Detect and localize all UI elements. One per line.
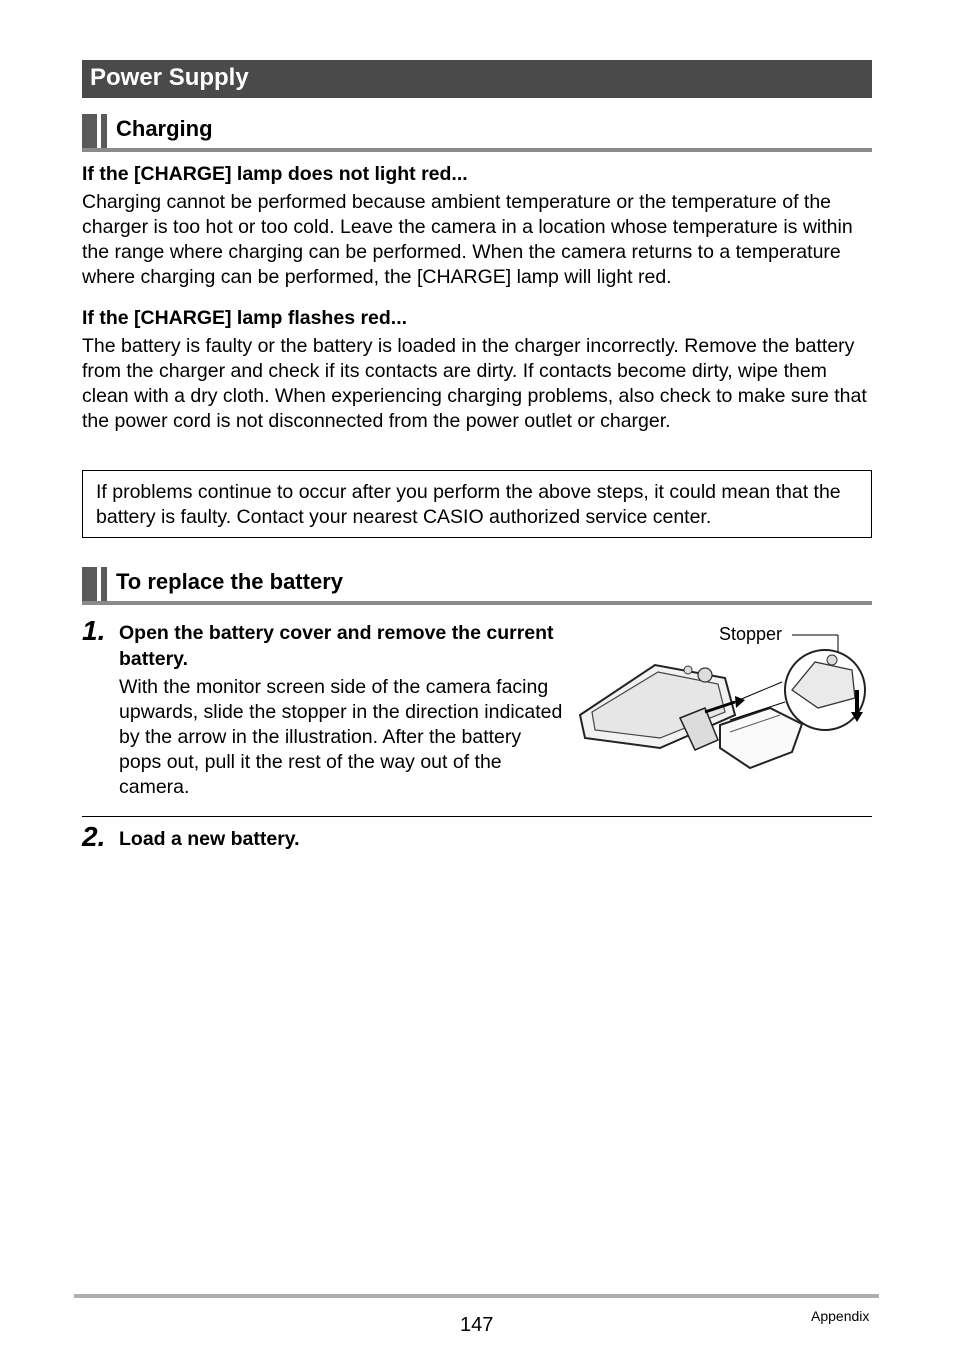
step-2-number: 2. [82, 821, 106, 852]
heading-marker [101, 114, 107, 148]
footer-label: Appendix [811, 1308, 870, 1324]
stopper-label: Stopper [719, 624, 783, 644]
replace-heading-text: To replace the battery [116, 569, 343, 594]
charging-heading [82, 114, 872, 152]
charging-heading-text: Charging [116, 116, 213, 141]
heading-marker [82, 114, 97, 148]
section-title: Power Supply [90, 64, 249, 91]
no-light-title: If the [CHARGE] lamp does not light red... [82, 163, 468, 185]
note-box [82, 470, 872, 538]
section-title-bar [82, 60, 872, 98]
battery-illustration [570, 620, 870, 785]
heading-marker [82, 567, 97, 601]
heading-rule [82, 601, 872, 605]
step-1-text: With the monitor screen side of the camera facing upwards, slide the stopper in the direction indicated by the arrow in the illustration. After the battery pops out, pull it the rest of the way out of the camera. [119, 676, 563, 798]
heading-rule [82, 148, 872, 152]
note-text: If problems continue to occur after you perform the above steps, it could mean that the battery is faulty. Contact your nearest CASIO authorized service center. [96, 481, 841, 528]
heading-marker [101, 567, 107, 601]
step-2-title: Load a new battery. [119, 828, 300, 850]
page-number: 147 [460, 1314, 494, 1336]
flashes-title: If the [CHARGE] lamp flashes red... [82, 307, 408, 329]
step-1-title: Open the battery cover and remove the current battery. [119, 622, 554, 670]
step-1-number: 1. [82, 615, 106, 646]
footer-rule [74, 1294, 879, 1298]
no-light-text: Charging cannot be performed because ambient temperature or the temperature of the charger is too hot or too cold. Leave the camera in a location whose temperature is within the range where charging can be performed. When the camera returns to a temperature where charging can be performed, the [CHARGE] lamp will light red. [82, 191, 853, 288]
step-divider [82, 816, 872, 817]
flashes-text: The battery is faulty or the battery is loaded in the charger incorrectly. Remove the battery from the charger and check if its contacts are dirty. If contacts become dirty, wipe them clean with a dry cloth. When experiencing charging problems, also check to make sure that the power cord is not disconnected from the power outlet or charger. [82, 335, 867, 432]
replace-heading [82, 567, 872, 605]
